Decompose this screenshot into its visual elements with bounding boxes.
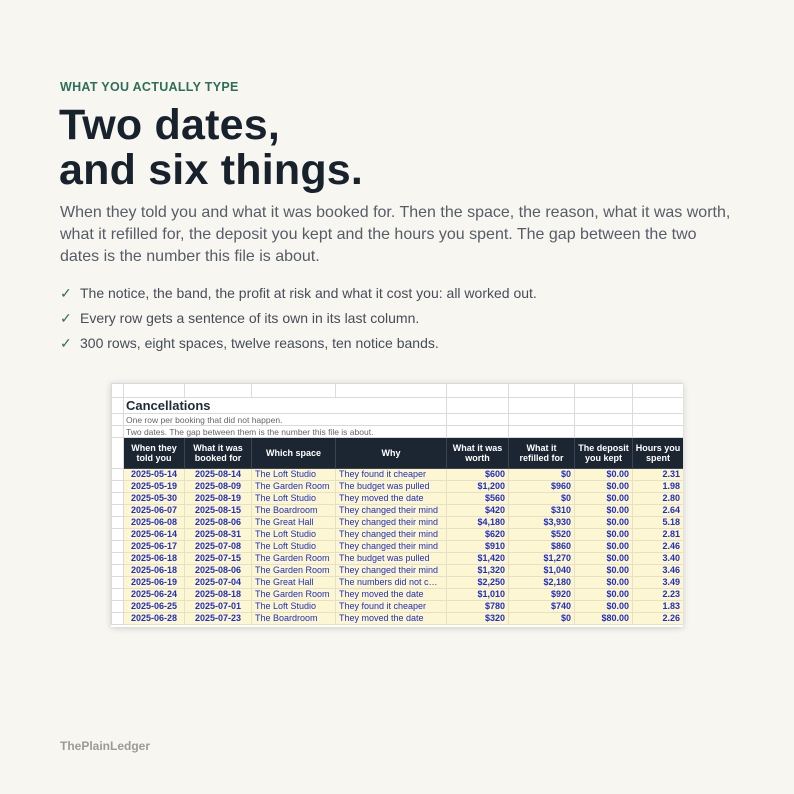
hours-cell[interactable]: 2.64 xyxy=(633,505,684,517)
notice-date-cell[interactable]: 2025-06-14 xyxy=(124,529,185,541)
table-row xyxy=(112,517,684,529)
refill-cell[interactable]: $960 xyxy=(509,481,575,493)
refill-cell[interactable]: $860 xyxy=(509,541,575,553)
deposit-cell[interactable]: $0.00 xyxy=(575,601,633,613)
table-row xyxy=(112,613,684,625)
intro-paragraph: When they told you and what it was booked for. Then the space, the reason, what it was worth, what it refilled for, the deposit you kept and the hours you spent. The gap between the two dates is the number this file is about. xyxy=(60,204,731,265)
refill-cell[interactable]: $0 xyxy=(509,613,575,625)
hours-cell[interactable]: 1.83 xyxy=(633,601,684,613)
refill-cell[interactable]: $740 xyxy=(509,601,575,613)
refill-cell[interactable]: $520 xyxy=(509,529,575,541)
hours-cell[interactable]: 2.31 xyxy=(633,469,684,481)
reason-cell[interactable]: They moved the date xyxy=(336,589,447,601)
column-header[interactable]: What it was worth xyxy=(447,438,509,469)
deposit-cell[interactable]: $0.00 xyxy=(575,553,633,565)
deposit-cell[interactable]: $0.00 xyxy=(575,565,633,577)
checklist-item xyxy=(60,310,537,327)
reason-cell[interactable]: The numbers did not c… xyxy=(336,577,447,589)
space-cell[interactable]: The Loft Studio xyxy=(252,541,336,553)
deposit-cell[interactable]: $0.00 xyxy=(575,481,633,493)
refill-cell[interactable]: $1,040 xyxy=(509,565,575,577)
table-row xyxy=(112,505,684,517)
table-row xyxy=(112,577,684,589)
deposit-cell[interactable]: $0.00 xyxy=(575,589,633,601)
check-icon: ✓ xyxy=(60,310,72,326)
sheet-title: Cancellations xyxy=(124,398,447,414)
sheet-subtitle-row xyxy=(112,414,684,426)
deposit-cell[interactable]: $0.00 xyxy=(575,517,633,529)
worth-cell[interactable]: $600 xyxy=(447,469,509,481)
hours-cell[interactable]: 3.46 xyxy=(633,565,684,577)
reason-cell[interactable]: They changed their mind xyxy=(336,529,447,541)
table-row xyxy=(112,469,684,481)
hours-cell[interactable]: 2.81 xyxy=(633,529,684,541)
table-row xyxy=(112,553,684,565)
hours-cell[interactable]: 2.23 xyxy=(633,589,684,601)
worth-cell[interactable]: $4,180 xyxy=(447,517,509,529)
table-row xyxy=(112,529,684,541)
event-date-cell[interactable]: 2025-07-01 xyxy=(185,601,252,613)
checklist-item xyxy=(60,335,537,352)
event-date-cell[interactable]: 2025-08-18 xyxy=(185,589,252,601)
space-cell[interactable]: The Great Hall xyxy=(252,517,336,529)
hours-cell[interactable]: 3.49 xyxy=(633,577,684,589)
reason-cell[interactable]: They changed their mind xyxy=(336,541,447,553)
table-row xyxy=(112,565,684,577)
deposit-cell[interactable]: $0.00 xyxy=(575,577,633,589)
table-row xyxy=(112,541,684,553)
table-header-row xyxy=(112,438,684,469)
page-headline xyxy=(59,103,363,193)
hours-cell[interactable]: 3.40 xyxy=(633,553,684,565)
notice-date-cell[interactable]: 2025-06-07 xyxy=(124,505,185,517)
notice-date-cell[interactable]: 2025-06-24 xyxy=(124,589,185,601)
space-cell[interactable]: The Boardroom xyxy=(252,505,336,517)
notice-date-cell[interactable]: 2025-05-30 xyxy=(124,493,185,505)
brand-footer: ThePlainLedger xyxy=(60,739,151,753)
space-cell[interactable]: The Loft Studio xyxy=(252,529,336,541)
reason-cell[interactable]: They moved the date xyxy=(336,613,447,625)
reason-cell[interactable]: They changed their mind xyxy=(336,565,447,577)
event-date-cell[interactable]: 2025-08-06 xyxy=(185,517,252,529)
notice-date-cell[interactable]: 2025-05-14 xyxy=(124,469,185,481)
space-cell[interactable]: The Great Hall xyxy=(252,577,336,589)
notice-date-cell[interactable]: 2025-05-19 xyxy=(124,481,185,493)
space-cell[interactable]: The Garden Room xyxy=(252,481,336,493)
deposit-cell[interactable]: $0.00 xyxy=(575,541,633,553)
column-header[interactable]: What it was booked for xyxy=(185,438,252,469)
table-row xyxy=(112,601,684,613)
notice-date-cell[interactable]: 2025-06-28 xyxy=(124,613,185,625)
notice-date-cell[interactable]: 2025-06-17 xyxy=(124,541,185,553)
space-cell[interactable]: The Boardroom xyxy=(252,613,336,625)
deposit-cell[interactable]: $80.00 xyxy=(575,613,633,625)
hours-cell[interactable]: 2.26 xyxy=(633,613,684,625)
column-header[interactable]: What it refilled for xyxy=(509,438,575,469)
checklist-item-text: Every row gets a sentence of its own in its last column. xyxy=(80,310,420,326)
refill-cell[interactable]: $3,930 xyxy=(509,517,575,529)
refill-cell[interactable]: $310 xyxy=(509,505,575,517)
refill-cell[interactable]: $0 xyxy=(509,493,575,505)
feature-checklist xyxy=(60,285,537,360)
table-row xyxy=(112,493,684,505)
event-date-cell[interactable]: 2025-08-19 xyxy=(185,493,252,505)
worth-cell[interactable]: $2,250 xyxy=(447,577,509,589)
worth-cell[interactable]: $1,420 xyxy=(447,553,509,565)
refill-cell[interactable]: $0 xyxy=(509,469,575,481)
column-header[interactable]: Hours you spent xyxy=(633,438,684,469)
deposit-cell[interactable]: $0.00 xyxy=(575,505,633,517)
reason-cell[interactable]: They changed their mind xyxy=(336,517,447,529)
worth-cell[interactable]: $780 xyxy=(447,601,509,613)
eyebrow-label: WHAT YOU ACTUALLY TYPE xyxy=(60,80,239,94)
hours-cell[interactable]: 1.98 xyxy=(633,481,684,493)
checklist-item xyxy=(60,285,537,302)
reason-cell[interactable]: The budget was pulled xyxy=(336,481,447,493)
worth-cell[interactable]: $910 xyxy=(447,541,509,553)
worth-cell[interactable]: $1,200 xyxy=(447,481,509,493)
reason-cell[interactable]: They changed their mind xyxy=(336,505,447,517)
event-date-cell[interactable]: 2025-08-09 xyxy=(185,481,252,493)
hours-cell[interactable]: 2.80 xyxy=(633,493,684,505)
worth-cell[interactable]: $320 xyxy=(447,613,509,625)
refill-cell[interactable]: $1,270 xyxy=(509,553,575,565)
column-header[interactable]: When they told you xyxy=(124,438,185,469)
reason-cell[interactable]: They found it cheaper xyxy=(336,601,447,613)
deposit-cell[interactable]: $0.00 xyxy=(575,493,633,505)
check-icon: ✓ xyxy=(60,335,72,351)
worth-cell[interactable]: $560 xyxy=(447,493,509,505)
space-cell[interactable]: The Loft Studio xyxy=(252,601,336,613)
event-date-cell[interactable]: 2025-08-06 xyxy=(185,565,252,577)
sheet-subtitle-2: Two dates. The gap between them is the number this file is about. xyxy=(124,426,447,438)
column-header[interactable]: Why xyxy=(336,438,447,469)
event-date-cell[interactable]: 2025-07-15 xyxy=(185,553,252,565)
cancellations-table xyxy=(111,383,683,625)
refill-cell[interactable]: $920 xyxy=(509,589,575,601)
space-cell[interactable]: The Garden Room xyxy=(252,565,336,577)
table-row xyxy=(112,481,684,493)
event-date-cell[interactable]: 2025-07-04 xyxy=(185,577,252,589)
check-icon: ✓ xyxy=(60,285,72,301)
event-date-cell[interactable]: 2025-07-08 xyxy=(185,541,252,553)
notice-date-cell[interactable]: 2025-06-18 xyxy=(124,553,185,565)
hours-cell[interactable]: 2.46 xyxy=(633,541,684,553)
table-row xyxy=(112,589,684,601)
worth-cell[interactable]: $620 xyxy=(447,529,509,541)
column-header[interactable]: The deposit you kept xyxy=(575,438,633,469)
worth-cell[interactable]: $1,010 xyxy=(447,589,509,601)
reason-cell[interactable]: They found it cheaper xyxy=(336,469,447,481)
sheet-subtitle-row xyxy=(112,426,684,438)
reason-cell[interactable]: They moved the date xyxy=(336,493,447,505)
space-cell[interactable]: The Garden Room xyxy=(252,589,336,601)
event-date-cell[interactable]: 2025-08-31 xyxy=(185,529,252,541)
worth-cell[interactable]: $420 xyxy=(447,505,509,517)
checklist-item-text: The notice, the band, the profit at risk and what it cost you: all worked out. xyxy=(80,285,537,301)
column-header[interactable]: Which space xyxy=(252,438,336,469)
deposit-cell[interactable]: $0.00 xyxy=(575,529,633,541)
sheet-blank-row xyxy=(112,384,684,398)
space-cell[interactable]: The Garden Room xyxy=(252,553,336,565)
event-date-cell[interactable]: 2025-08-15 xyxy=(185,505,252,517)
checklist-item-text: 300 rows, eight spaces, twelve reasons, ten notice bands. xyxy=(80,335,439,351)
space-cell[interactable]: The Loft Studio xyxy=(252,493,336,505)
deposit-cell[interactable]: $0.00 xyxy=(575,469,633,481)
hours-cell[interactable]: 5.18 xyxy=(633,517,684,529)
headline-line-1: Two dates, xyxy=(59,101,281,149)
worth-cell[interactable]: $1,320 xyxy=(447,565,509,577)
notice-date-cell[interactable]: 2025-06-19 xyxy=(124,577,185,589)
sheet-subtitle-1: One row per booking that did not happen. xyxy=(124,414,447,426)
sheet-title-row xyxy=(112,398,684,414)
space-cell[interactable]: The Loft Studio xyxy=(252,469,336,481)
notice-date-cell[interactable]: 2025-06-08 xyxy=(124,517,185,529)
notice-date-cell[interactable]: 2025-06-25 xyxy=(124,601,185,613)
headline-line-2: and six things. xyxy=(59,146,364,194)
event-date-cell[interactable]: 2025-08-14 xyxy=(185,469,252,481)
reason-cell[interactable]: The budget was pulled xyxy=(336,553,447,565)
event-date-cell[interactable]: 2025-07-23 xyxy=(185,613,252,625)
spreadsheet-preview xyxy=(111,383,683,627)
refill-cell[interactable]: $2,180 xyxy=(509,577,575,589)
notice-date-cell[interactable]: 2025-06-18 xyxy=(124,565,185,577)
